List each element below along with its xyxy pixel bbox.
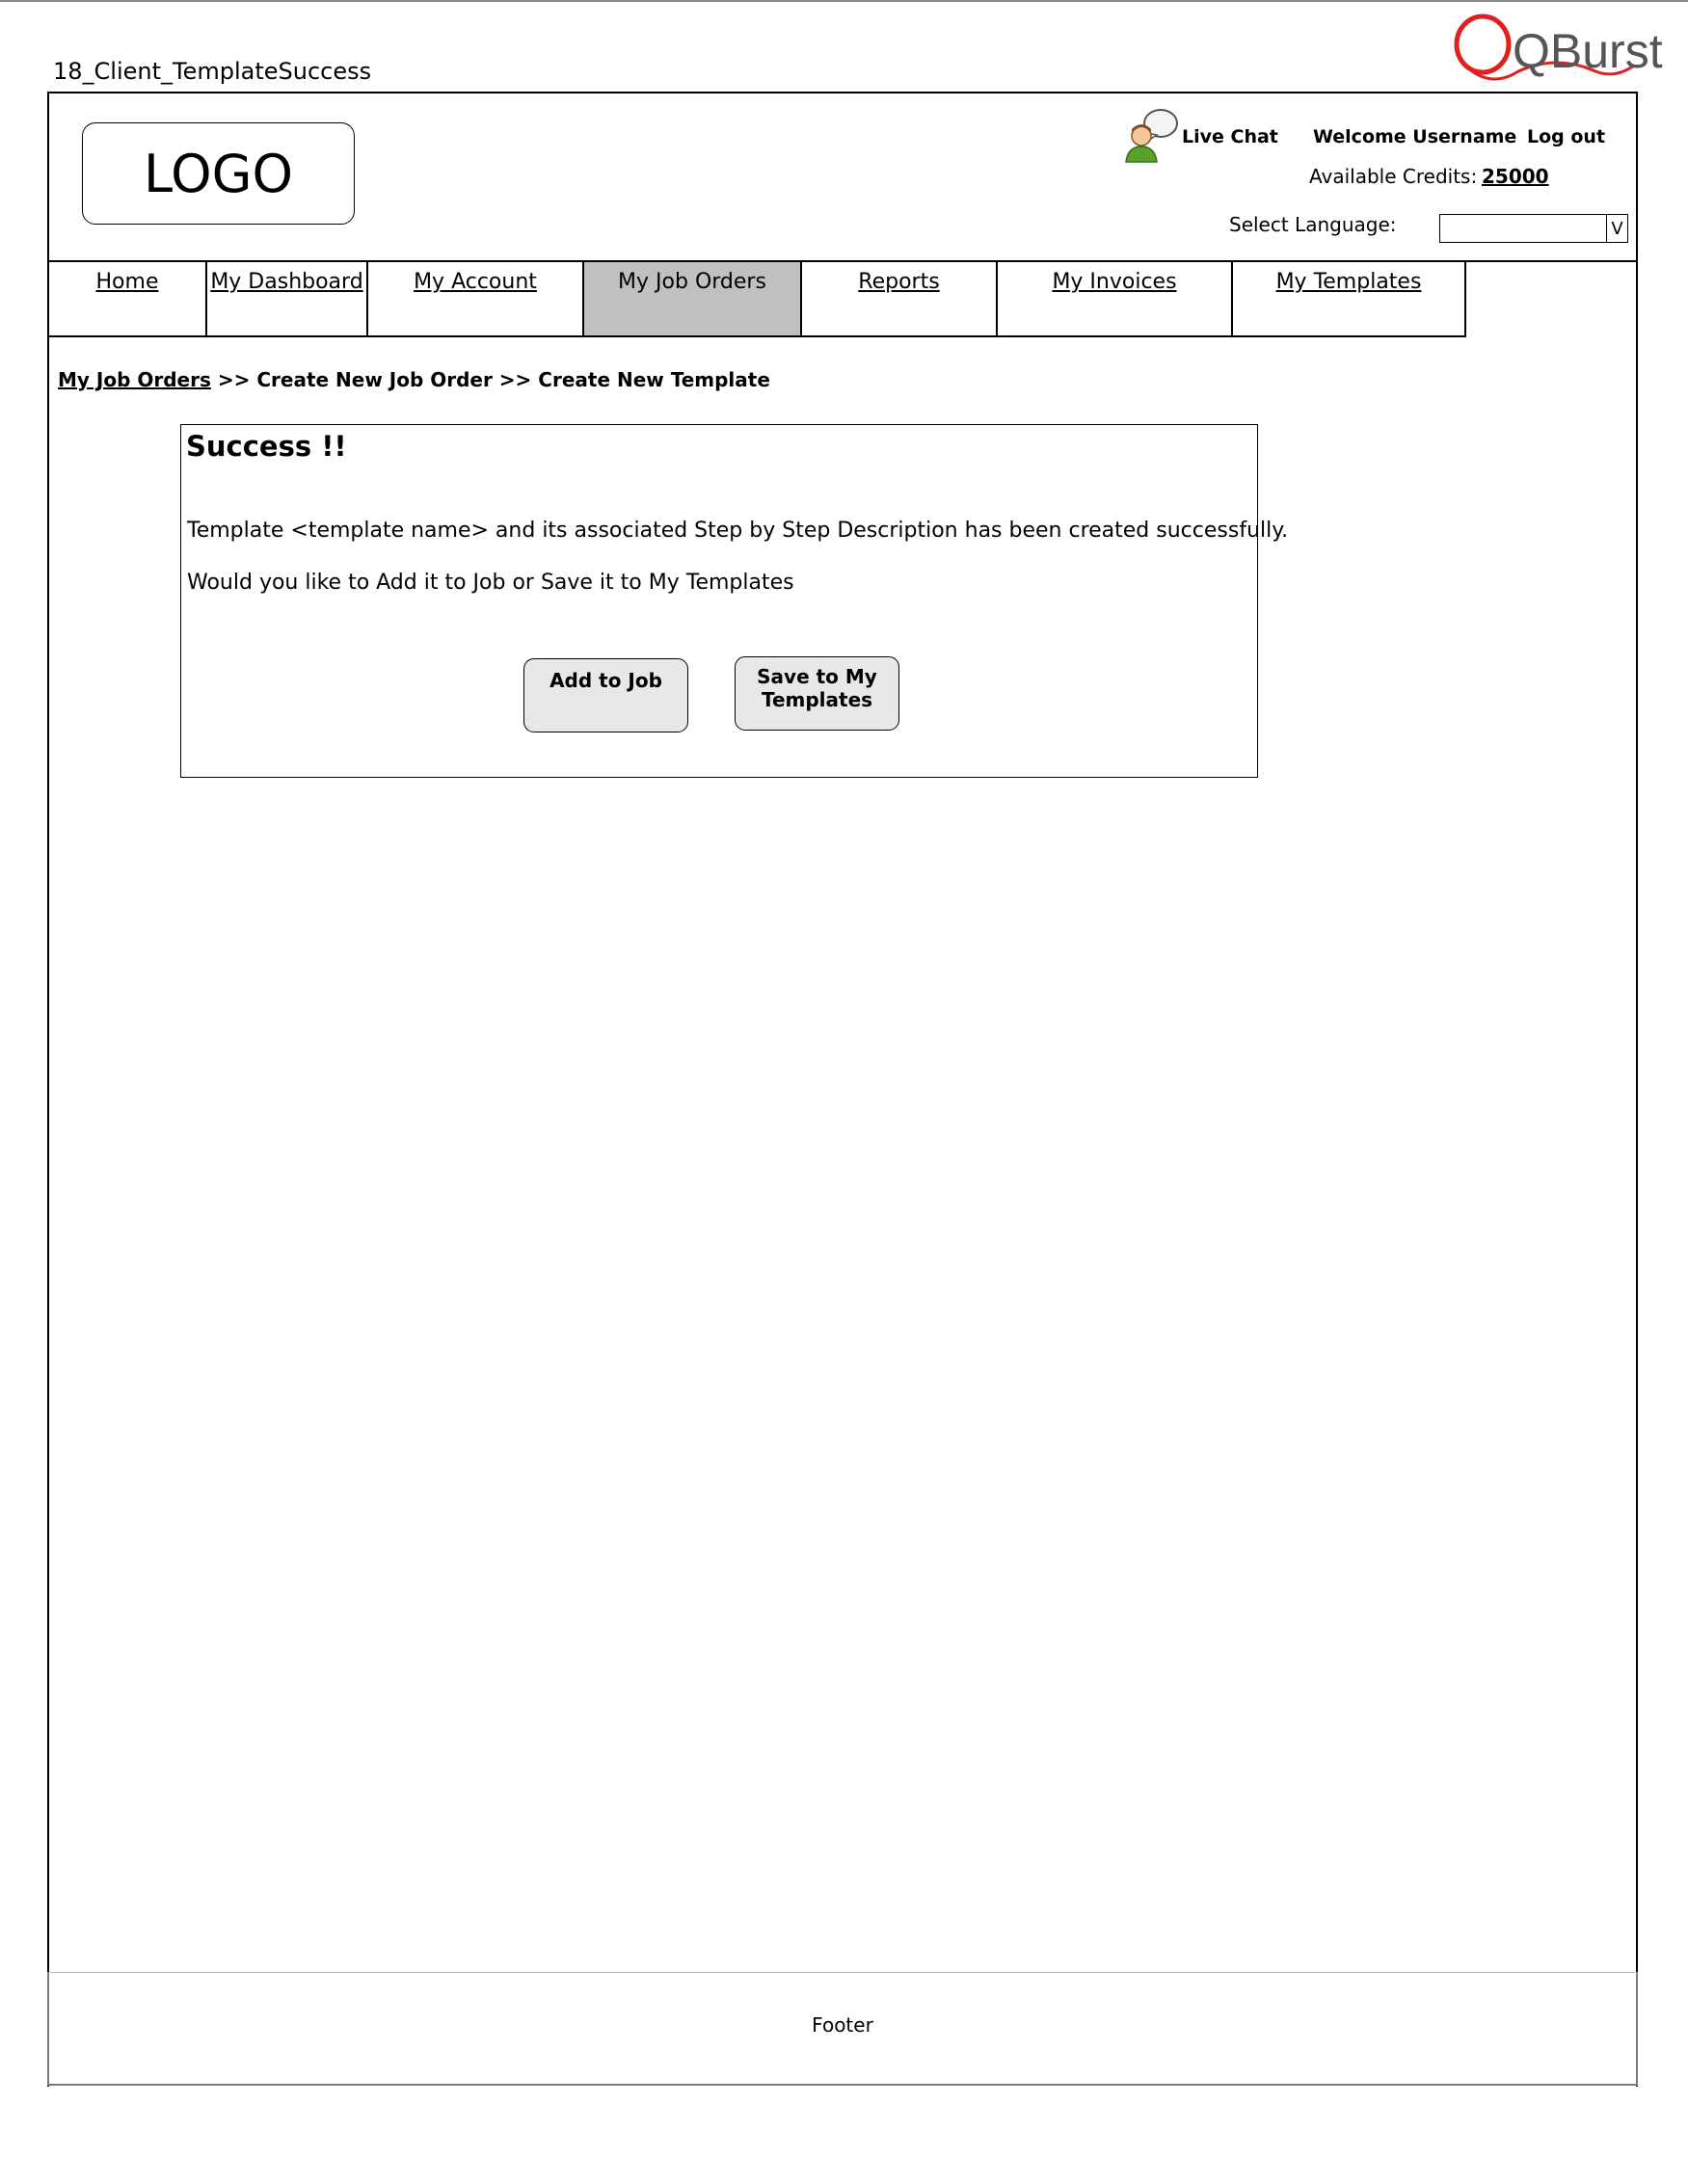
tab-label: My Account — [414, 270, 537, 294]
tab-label: Home — [95, 270, 159, 294]
tab-my-templates[interactable] — [1231, 262, 1466, 337]
language-label: Select Language: — [1229, 213, 1397, 236]
tab-label: Reports — [858, 270, 940, 294]
tab-my-job-orders[interactable] — [582, 262, 802, 337]
footer-text: Footer — [812, 2013, 873, 2037]
credits-label: Available Credits: — [1309, 165, 1478, 188]
welcome-text: Welcome Username — [1313, 126, 1517, 147]
live-chat-icon[interactable] — [1122, 106, 1182, 164]
tab-reports[interactable] — [800, 262, 998, 337]
tab-label: My Templates — [1275, 270, 1422, 294]
tab-label: My Invoices — [1052, 270, 1177, 294]
top-rule — [0, 0, 1688, 2]
qburst-logo — [1451, 8, 1663, 94]
success-message: Template <template name> and its associated Step by Step Description has been created successfully. — [187, 519, 1289, 543]
tab-home[interactable] — [47, 262, 207, 337]
tab-my-dashboard[interactable] — [205, 262, 368, 337]
save-button-line1: Save to My — [757, 665, 877, 688]
tab-my-account[interactable] — [366, 262, 584, 337]
chevron-down-icon[interactable]: V — [1606, 215, 1627, 242]
live-chat-link[interactable]: Live Chat — [1182, 126, 1278, 147]
breadcrumb-trail: >> Create New Job Order >> Create New Template — [217, 368, 770, 391]
site-logo[interactable]: LOGO — [82, 122, 355, 225]
breadcrumb-link-my-job-orders[interactable]: My Job Orders — [58, 368, 211, 391]
tab-label: My Job Orders — [618, 270, 766, 294]
breadcrumb — [58, 368, 770, 391]
brand-name: QBurst — [1513, 24, 1663, 78]
footer — [47, 1972, 1638, 2086]
success-question: Would you like to Add it to Job or Save it to My Templates — [187, 571, 794, 595]
logout-link[interactable]: Log out — [1527, 126, 1606, 147]
success-title: Success !! — [186, 430, 347, 463]
page-title: 18_Client_TemplateSuccess — [53, 58, 372, 85]
tab-label: My Dashboard — [210, 270, 363, 294]
success-panel — [180, 424, 1258, 778]
tab-my-invoices[interactable] — [996, 262, 1233, 337]
save-button-line2: Templates — [761, 688, 873, 711]
save-to-my-templates-button[interactable] — [735, 656, 899, 731]
credits-value[interactable]: 25000 — [1482, 165, 1549, 188]
language-select[interactable] — [1439, 214, 1628, 243]
add-to-job-button[interactable]: Add to Job — [523, 658, 688, 732]
